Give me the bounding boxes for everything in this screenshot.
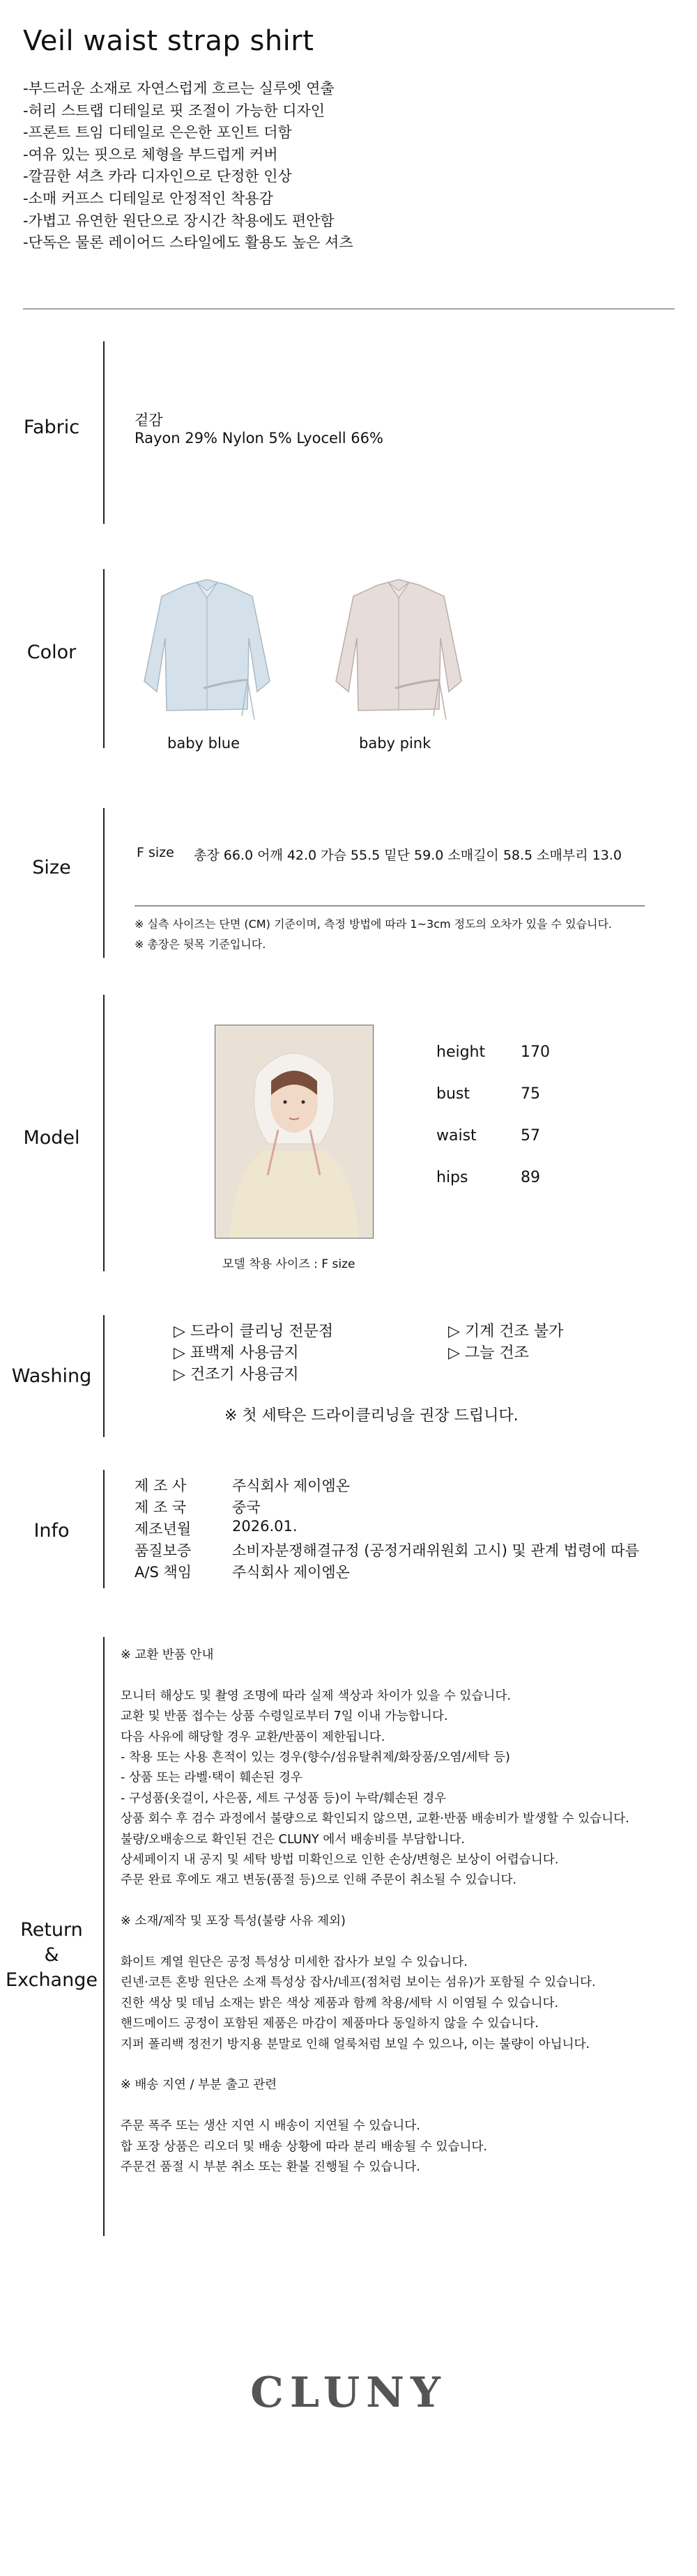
feature-item: -부드러운 소재로 자연스럽게 흐르는 실루엣 연출 [23,80,335,97]
section-rule [103,995,105,1271]
shirt-baby-blue-image [137,577,277,724]
feature-item: -소매 커프스 디테일로 안정적인 착용감 [23,189,273,207]
washing-item: ▷ 드라이 클리닝 전문점 [174,1323,334,1340]
return-policy-line: 합 포장 상품은 리오더 및 배송 상황에 따라 분리 배송될 수 있습니다. [121,2139,487,2154]
model-caption: 모델 착용 사이즈 : F size [222,1257,355,1271]
feature-item: -여유 있는 핏으로 체형을 부드럽게 커버 [23,146,278,163]
feature-item: -허리 스트랩 디테일로 핏 조절이 가능한 디자인 [23,102,325,119]
return-policy-line: 주문 완료 후에도 재고 변동(품절 등)으로 인해 주문이 취소될 수 있습니다. [121,1873,517,1888]
washing-item: ▷ 건조기 사용금지 [174,1366,299,1383]
product-title: Veil waist strap shirt [23,25,314,57]
feature-item: -단독은 물론 레이어드 스타일에도 활용도 높은 셔츠 [23,234,353,251]
size-name: F size [137,845,174,860]
washing-item: ▷ 표백제 사용금지 [174,1344,299,1362]
info-row [135,1496,261,1517]
color-name: baby blue [167,735,240,752]
info-row [135,1518,298,1539]
fabric-part: 겉감 [135,412,163,428]
section-label-size: Size [32,857,71,878]
section-label-return [0,1918,103,1993]
return-policy-line: 교환 및 반품 접수는 상품 수령일로부터 7일 이내 가능합니다. [121,1709,448,1724]
return-policy-line: 진한 색상 및 데님 소재는 밝은 색상 제품과 함께 착용/세탁 시 이염될 수 있습니다. [121,1996,559,2010]
section-rule [103,1637,105,2236]
section-rule [103,808,105,958]
model-stat-value: 89 [521,1169,540,1186]
info-key: 제조년월 [135,1521,192,1537]
return-policy-line: 모니터 해상도 및 촬영 조명에 따라 실제 색상과 차이가 있을 수 있습니다. [121,1689,511,1703]
info-value: 중국 [232,1499,261,1516]
return-policy-line: ※ 교환 반품 안내 [121,1648,214,1662]
info-key: 제 조 국 [135,1499,187,1516]
return-policy-line [121,1932,678,1953]
return-policy-line: 화이트 계열 원단은 공정 특성상 미세한 잡사가 보일 수 있습니다. [121,1955,468,1970]
shirt-baby-pink-image [329,577,468,724]
model-stat-key: hips [436,1169,468,1186]
size-note: ※ 총장은 뒷목 기준입니다. [135,938,266,951]
info-value: 주식회사 제이엠온 [232,1564,350,1581]
model-stat-value: 170 [521,1043,550,1061]
info-key: A/S 책임 [135,1564,192,1581]
return-policy-line [121,2096,678,2116]
info-value: 주식회사 제이엠온 [232,1477,350,1494]
brand-logo: CLUNY [250,2368,447,2417]
return-policy-line: 다음 사유에 해당할 경우 교환/반품이 제한됩니다. [121,1730,385,1744]
info-row [135,1475,350,1496]
feature-list [23,78,353,254]
model-stat-key: bust [436,1085,470,1103]
section-rule [103,341,105,524]
return-policy-line: - 착용 또는 사용 흔적이 있는 경우(향수/섬유탈취제/화장품/오염/세탁 등) [121,1751,510,1765]
section-label-model: Model [23,1127,80,1149]
return-policy-line [121,2055,678,2075]
return-policy-line: ※ 소재/제작 및 포장 특성(불량 사유 제외) [121,1914,346,1929]
washing-item: ▷ 기계 건조 불가 [448,1323,564,1340]
model-photo [215,1025,374,1239]
feature-item: -깔끔한 셔츠 카라 디자인으로 단정한 인상 [23,168,292,185]
return-policy-line: 불량/오배송으로 확인된 건은 CLUNY 에서 배송비를 부담합니다. [121,1832,465,1847]
return-policy-line: ※ 배송 지연 / 부분 출고 관련 [121,2078,277,2093]
return-policy-line: 린넨·코튼 혼방 원단은 소재 특성상 잡사/네프(점처럼 보이는 섬유)가 포함될 수 있습니다. [121,1976,596,1990]
info-value: 소비자분쟁해결규정 (공정거래위원회 고시) 및 관계 법령에 따름 [232,1542,639,1559]
info-value: 2026.01. [232,1518,298,1535]
return-policy-line: - 구성품(옷걸이, 사은품, 세트 구성품 등)이 누락/훼손된 경우 [121,1791,447,1806]
washing-item: ▷ 그늘 건조 [448,1344,529,1362]
fabric-composition: Rayon 29% Nylon 5% Lyocell 66% [135,430,383,447]
model-stat-key: waist [436,1127,477,1145]
info-row [135,1561,350,1582]
return-policy-line: 상세페이지 내 공지 및 세탁 방법 미확인으로 인한 손상/변형은 보상이 어렵습니다. [121,1853,559,1868]
section-label-fabric: Fabric [23,417,80,438]
return-policy-text [121,1645,678,2178]
section-label-color: Color [26,642,77,663]
section-label-info: Info [33,1520,70,1542]
return-policy-line [121,1666,678,1686]
size-measurements: 총장 66.0 어깨 42.0 가슴 55.5 밑단 59.0 소매길이 58.5 소매부리 13.0 [194,848,622,863]
model-stat-key: height [436,1043,486,1061]
return-policy-line: 주문 폭주 또는 생산 지연 시 배송이 지연될 수 있습니다. [121,2119,420,2134]
return-policy-line: 핸드메이드 공정이 포함된 제품은 마감이 제품마다 동일하지 않을 수 있습니다. [121,2017,539,2031]
feature-item: -가볍고 유연한 원단으로 장시간 착용에도 편안함 [23,212,335,229]
washing-recommendation: ※ 첫 세탁은 드라이클리닝을 권장 드립니다. [224,1407,519,1425]
info-key: 품질보증 [135,1542,192,1559]
model-stat-value: 75 [521,1085,540,1103]
return-policy-line: 상품 회수 후 검수 과정에서 불량으로 확인되지 않으면, 교환·반품 배송비가 발생할 수 있습니다. [121,1812,629,1826]
return-label-line: Exchange [6,1969,98,1991]
model-stat-value: 57 [521,1127,540,1145]
section-rule [103,569,105,748]
info-row [135,1539,639,1560]
return-label-line: Return [20,1919,83,1941]
return-label-line: & [44,1944,59,1966]
return-policy-line: - 상품 또는 라벨·택이 훼손된 경우 [121,1771,302,1785]
return-policy-line: 주문건 품절 시 부분 취소 또는 환불 진행될 수 있습니다. [121,2160,420,2175]
feature-item: -프론트 트임 디테일로 은은한 포인트 더함 [23,124,292,141]
info-key: 제 조 사 [135,1477,187,1494]
return-policy-line [121,1891,678,1911]
return-policy-line: 지퍼 폴리백 정전기 방지용 분말로 인해 얼룩처럼 보일 수 있으나, 이는 불량이 아닙니다. [121,2037,590,2051]
section-label-washing: Washing [11,1365,92,1387]
color-name: baby pink [359,735,431,752]
section-rule [103,1315,105,1437]
section-rule [103,1470,105,1588]
size-note: ※ 실측 사이즈는 단면 (CM) 기준이며, 측정 방법에 따라 1~3cm 정도의 오차가 있을 수 있습니다. [135,917,612,931]
